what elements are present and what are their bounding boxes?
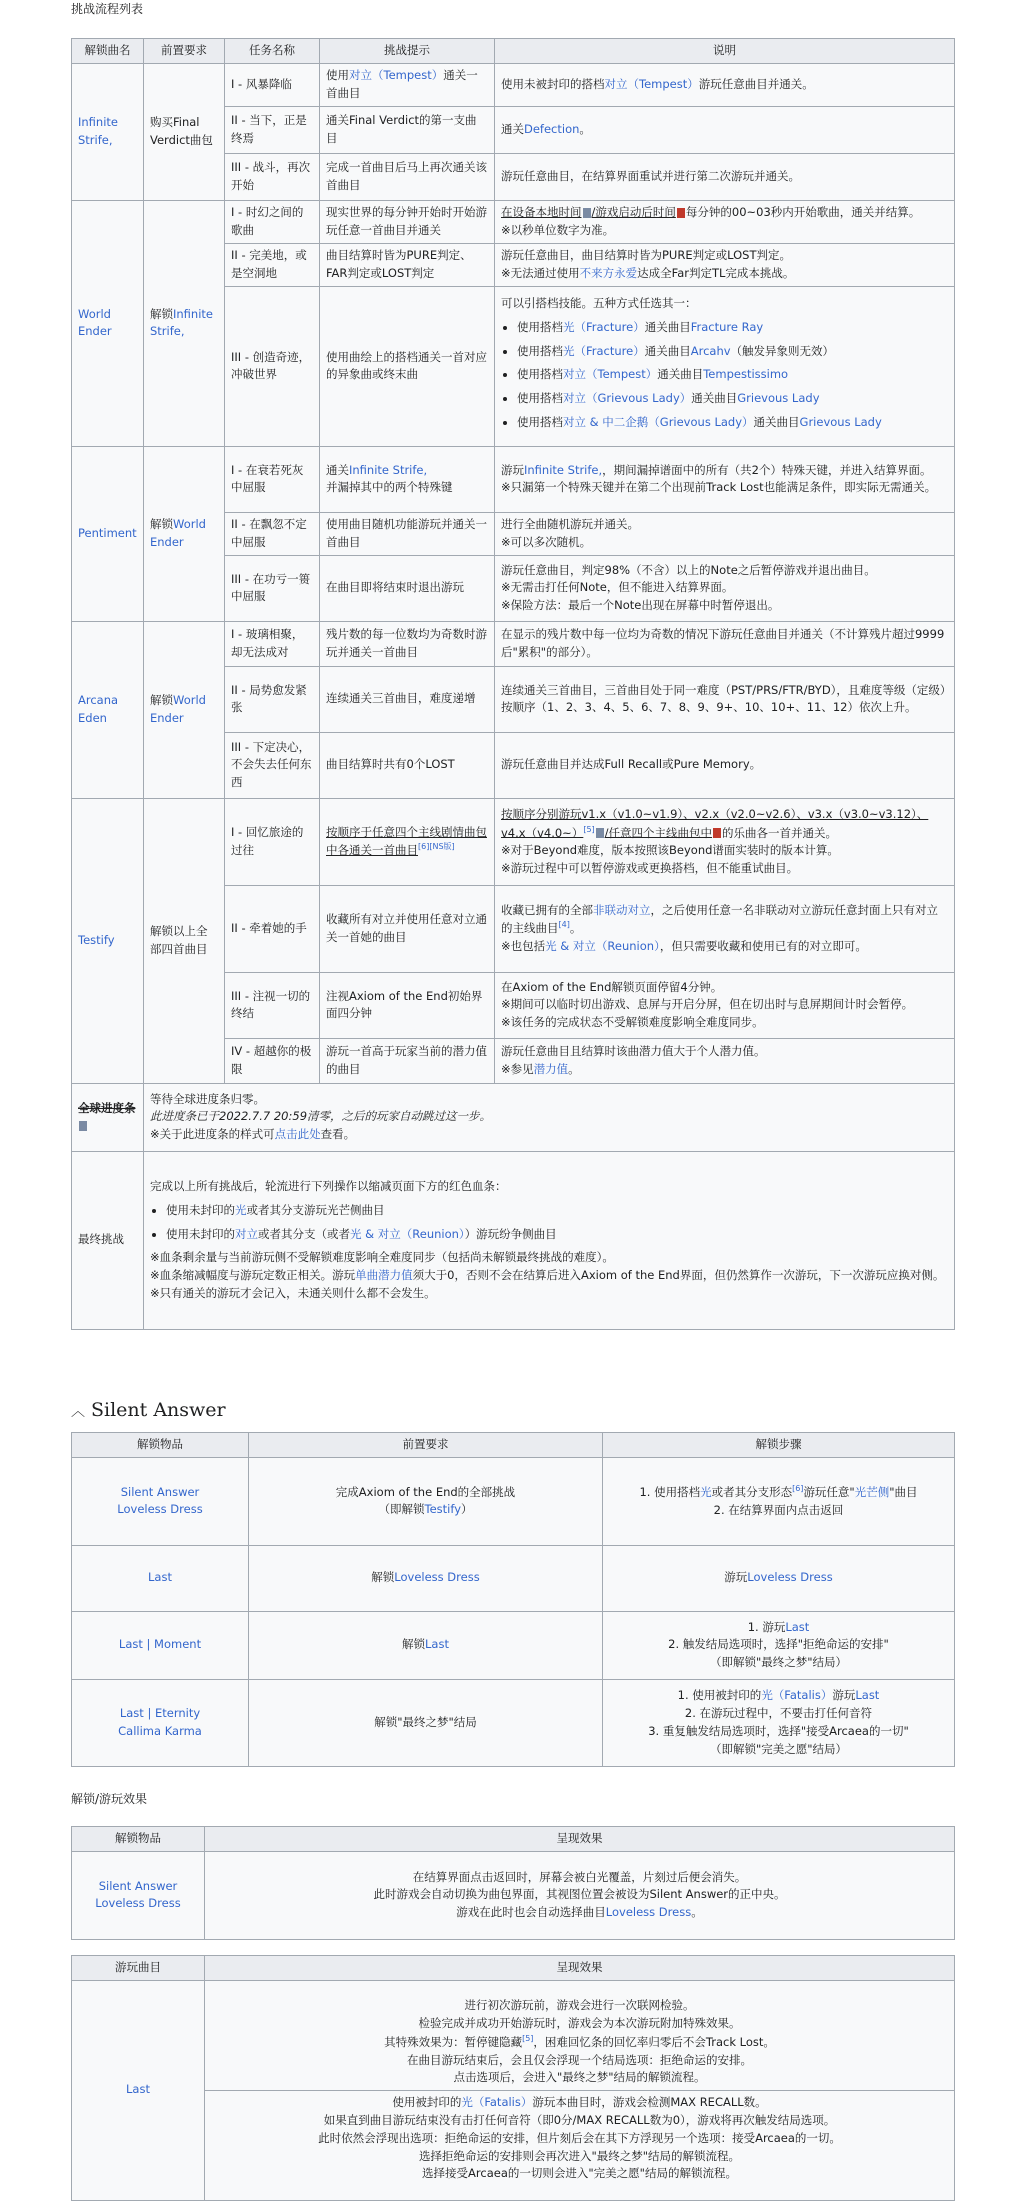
effect-block-first-play: 进行初次游玩前，游戏会进行一次联网检验。 检验完成并成功开始游玩时，游戏会为本次游玩附加特殊效果。 其特殊效果为：暂停键隐藏[5]，困难回忆条的回忆率归零后不会Track Lost。 在曲目游玩结束后，会且仅会浮现一个结局选项：拒绝命运的安排。 点击选项后，会进入"最终之梦"结局的解锁流程。 [205, 1994, 954, 2091]
unlock-item [72, 1545, 249, 1611]
unlock-item [72, 1611, 249, 1679]
effect-desc: 在结算界面点击返回时，屏幕会被白光覆盖，片刻过后便会消失。 此时游戏会自动切换为曲包界面，其视图位置会被设为Silent Answer的正中央。 游戏在此时也会自动选择曲目Loveless Dress。 [205, 1851, 955, 1939]
effect-item [72, 1851, 205, 1939]
task-hint: 残片数的每一位数均为奇数时游玩并通关一首曲目 [320, 621, 495, 666]
link-last[interactable]: Last [126, 2082, 150, 2097]
link-hikari[interactable]: 光 [700, 1484, 712, 1499]
col-header-item: 解锁物品 [72, 1433, 249, 1458]
link-song[interactable]: Fracture Ray [690, 319, 764, 334]
task-hint: 曲目结算时皆为PURE判定、FAR判定或LOST判定 [320, 243, 495, 286]
link-kozukata[interactable]: 不来方永爱 [579, 265, 638, 280]
global-progress-desc: 等待全球进度条归零。 此进度条已于2022.7.7 20:59清零，之后的玩家自动跳过这一步。 ※关于此进度条的样式可点击此处查看。 [144, 1083, 955, 1151]
task-hint: 使用对立（Tempest）通关一首曲目 [320, 63, 495, 106]
effect-header-row [72, 1827, 955, 1852]
song-link-pentiment[interactable]: Pentiment [72, 446, 144, 621]
task-hint: 收藏所有对立并使用任意对立通关一首她的曲目 [320, 885, 495, 972]
link-infinite-strife[interactable]: Infinite Strife, [150, 306, 213, 339]
task-hint: 通关Final Verdict的第一支曲目 [320, 106, 495, 153]
section-heading-silent-answer[interactable] [71, 1396, 226, 1425]
link-loveless-dress[interactable]: Loveless Dress [605, 1905, 692, 1920]
list-item: • 使用搭档对立 & 中二企鹅（Grievous Lady）通关曲目Grievous Lady [517, 414, 948, 432]
unlock-steps: 1. 使用搭档光或者其分支形态[6]游玩任意"光芒侧"曲目 2. 在结算界面内点击返回 [603, 1457, 955, 1545]
link-loveless-dress[interactable]: Loveless Dress [747, 1570, 833, 1585]
link-silent-answer[interactable]: Silent Answer [120, 1484, 200, 1499]
info-icon[interactable] [596, 828, 604, 838]
task-name: I - 时幻之间的歌曲 [225, 200, 320, 243]
task-name: IV - 超越你的极限 [225, 1038, 320, 1083]
challenge-caption: 挑战流程列表 [71, 2, 144, 16]
task-hint: 现实世界的每分钟开始时开始游玩任意一首曲目并通关 [320, 200, 495, 243]
table-row [72, 1151, 955, 1329]
col-header-effect: 呈现效果 [205, 1956, 955, 1981]
final-option-list [150, 1202, 948, 1244]
task-name: II - 在飘忽不定中屈服 [225, 512, 320, 555]
table-row [72, 1457, 955, 1545]
link-infinite-strife[interactable]: Infinite Strife, [349, 462, 428, 477]
task-name: III - 下定决心，不会失去任何东西 [225, 732, 320, 798]
task-desc: 游玩任意曲目并达成Full Recall或Pure Memory。 [495, 732, 955, 798]
task-name: I - 回忆旅途的过往 [225, 798, 320, 885]
col-header-desc: 说明 [495, 39, 955, 64]
effect-item [72, 1980, 205, 2200]
table-row [72, 1083, 955, 1151]
link-reunion[interactable]: 光 & 对立（Reunion） [545, 939, 660, 954]
effect-header-row [72, 1956, 955, 1981]
link-loveless-dress[interactable]: Loveless Dress [95, 1896, 181, 1911]
list-item: • 使用搭档光（Fracture）通关曲目Fracture Ray [517, 319, 948, 337]
link-last-moment[interactable]: Last | Moment [118, 1637, 202, 1652]
list-item: • 使用未封印的对立或者其分支（或者光 & 对立（Reunion））游玩纷争侧曲目 [166, 1226, 948, 1244]
link-song-potential[interactable]: 单曲潜力值 [355, 1268, 413, 1283]
req-cell: 解锁World Ender [144, 446, 225, 621]
list-item: • 使用搭档对立（Grievous Lady）通关曲目Grievous Lady [517, 390, 948, 408]
task-name: II - 完美地，或是空洞地 [225, 243, 320, 286]
effect-table-play [71, 1955, 955, 2201]
task-name: III - 创造奇迹，冲破世界 [225, 286, 320, 446]
silent-answer-table [71, 1432, 955, 1767]
link-partner[interactable]: 光（Fracture） [563, 319, 645, 334]
unlock-req: 解锁Loveless Dress [249, 1545, 603, 1611]
link-loveless-dress[interactable]: Loveless Dress [117, 1502, 203, 1517]
task-hint: 注视Axiom of the End初始界面四分钟 [320, 972, 495, 1038]
unlock-req: 解锁"最终之梦"结局 [249, 1679, 603, 1766]
col-header-req: 前置要求 [249, 1433, 603, 1458]
warning-icon[interactable] [713, 828, 721, 838]
song-link-arcana-eden[interactable]: Arcana Eden [72, 621, 144, 798]
effect-block-fatalis: 使用被封印的光（Fatalis）游玩本曲目时，游戏会检测MAX RECALL数。 如果直到曲目游玩结束没有击打任何音符（即0分/MAX RECALL数为0），游戏将再次触发结局选项。 此时依然会浮现出选项：拒绝命运的安排，但片刻后会在其下方浮现另一个选项：接受Arcaea的一切。 选择拒绝命运的安排则会再次进入"最终之梦"结局的解锁流程。 选择接受Arcaea的一切则会进入"完美之愿"结局的解锁流程。 [318, 2095, 841, 2181]
task-desc: 在设备本地时间 /游戏启动后时间 每分钟的00~03秒内开始歌曲，通关并结算。 ※以秒单位数字为准。 [495, 200, 955, 243]
link-song[interactable]: Tempestissimo [703, 367, 789, 382]
link-world-ender[interactable]: World Ender [150, 517, 206, 549]
list-item: • 使用未封印的光或者其分支游玩光芒侧曲目 [166, 1202, 948, 1220]
task-name: III - 在功亏一篑中屈服 [225, 555, 320, 621]
task-desc: 游玩Infinite Strife,，期间漏掉谱面中的所有（共2个）特殊天键，并进入结算界面。 ※只漏第一个特殊天键并在第二个出现前Track Lost也能满足条件，即实际无需通关。 [495, 446, 955, 512]
task-desc: 在Axiom of the End解锁页面停留4分钟。 ※期间可以临时切出游戏、息屏与开启分屏，但在切出时与息屏期间计时会暂停。 ※该任务的完成状态不受解锁难度影响全难度同步。 [495, 972, 955, 1038]
link-infinite-strife[interactable]: Infinite Strife, [524, 462, 603, 477]
col-header-effect: 呈现效果 [205, 1827, 955, 1852]
link-song[interactable]: Grievous Lady [737, 391, 820, 406]
list-item: • 使用搭档对立（Tempest）通关曲目Tempestissimo [517, 366, 948, 384]
req-cell: 购买Final Verdict曲包 [144, 63, 225, 200]
task-desc: 游玩任意曲目且结算时该曲潜力值大于个人潜力值。 ※参见潜力值。 [495, 1038, 955, 1083]
task-hint: 完成一首曲目后马上再次通关该首曲目 [320, 153, 495, 200]
unlock-item [72, 1679, 249, 1766]
effect-table-unlock [71, 1826, 955, 1940]
task-desc: 游玩任意曲目，曲目结算时皆为PURE判定或LOST判定。 ※无法通过使用不来方永爱达成全Far判定TL完成本挑战。 [495, 243, 955, 286]
task-desc: 在显示的残片数中每一位均为奇数的情况下游玩任意曲目并通关（不计算残片超过9999后"累积"的部分）。 [495, 621, 955, 666]
table-row [72, 1980, 955, 2200]
task-hint: 在曲目即将结束时退出游玩 [320, 555, 495, 621]
table-row [72, 621, 955, 666]
table-row [72, 1851, 955, 1939]
challenge-header-row [72, 39, 955, 64]
col-header-steps: 解锁步骤 [603, 1433, 955, 1458]
task-desc: 通关Defection。 [495, 106, 955, 153]
link-song[interactable]: Grievous Lady [799, 414, 882, 429]
option-list [501, 319, 948, 432]
link-hikari[interactable]: 光 [235, 1202, 247, 1217]
link-last[interactable]: Last [855, 1688, 880, 1703]
task-name: I - 玻璃相聚，却无法成对 [225, 621, 320, 666]
link-callima-karma[interactable]: Callima Karma [118, 1723, 202, 1738]
unlock-steps: 1. 使用被封印的光（Fatalis）游玩Last 2. 在游玩过程中，不要击打任何音符 3. 重复触发结局选项时，选择"接受Arcaea的一切" （即解锁"完美之愿"结局） [603, 1679, 955, 1766]
link-partner[interactable]: 光（Fracture） [563, 343, 645, 358]
task-name: I - 在衰若死灰中屈服 [225, 446, 320, 512]
table-row [72, 1679, 955, 1766]
link-testify[interactable]: Testify [424, 1502, 461, 1517]
link-non-collab-tairitsu[interactable]: 非联动对立 [593, 902, 651, 917]
task-desc: 进行全曲随机游玩并通关。 ※可以多次随机。 [495, 512, 955, 555]
final-challenge-desc: 完成以上所有挑战后，轮流进行下列操作以缩减页面下方的红色血条： • 使用未封印的光或者其分支游玩光芒侧曲目 • 使用未封印的对立或者其分支（或者光 & 对立（Reunion））游玩纷争侧曲目 ※血条剩余量与当前游玩侧不受解锁难度影响全难度同步（包括尚未解锁最终挑战的难度）。 ※血条缩减幅度与游玩定数正相关。游玩单曲潜力值须大于0，否则不会在结算后进入Axiom of the End界面，但仍然算作一次游玩，下一次游玩应换对侧。 ※只有通关的游玩才会记入，未通关则什么都不会发生。 [144, 1151, 955, 1329]
task-hint: 使用曲目随机功能游玩并通关一首曲目 [320, 512, 495, 555]
task-desc: 连续通关三首曲目，三首曲目处于同一难度（PST/PRS/FTR/BYD），且难度等级（定级）按顺序（1、2、3、4、5、6、7、8、9、9+、10、10+、11、12）依次上升。 [495, 666, 955, 732]
table-row [72, 446, 955, 512]
challenge-table [71, 38, 955, 1330]
link-loveless-dress[interactable]: Loveless Dress [394, 1570, 480, 1585]
task-desc: 游玩任意曲目，判定98%（不含）以上的Note之后暂停游戏并退出曲目。 ※无需击打任何Note，但不能进入结算界面。 ※保险方法：最后一个Note出现在屏幕中时暂停退出。 [495, 555, 955, 621]
link-last[interactable]: Last [148, 1570, 172, 1585]
final-challenge-label: 最终挑战 [72, 1151, 144, 1329]
task-name: II - 牵着她的手 [225, 885, 320, 972]
unlock-steps: 游玩Loveless Dress [603, 1545, 955, 1611]
link-partner[interactable]: 对立 & 中二企鹅（Grievous Lady） [563, 414, 754, 429]
song-link-world-ender[interactable]: World Ender [72, 200, 144, 446]
unlock-effect-caption: 解锁/游玩效果 [71, 1792, 148, 1806]
link-tempest[interactable]: 对立（Tempest） [604, 76, 699, 91]
link-tempest[interactable]: 对立（Tempest） [349, 68, 444, 82]
link-potential[interactable]: 潜力值 [533, 1061, 569, 1076]
song-link-testify[interactable]: Testify [72, 798, 144, 1083]
unlock-item [72, 1457, 249, 1545]
unlock-req: 完成Axiom of the End的全部挑战 （即解锁Testify） [249, 1457, 603, 1545]
task-desc: 使用未被封印的搭档对立（Tempest）游玩任意曲目并通关。 [495, 63, 955, 106]
task-hint: 游玩一首高于玩家当前的潜力值的曲目 [320, 1038, 495, 1083]
task-name: III - 注视一切的终结 [225, 972, 320, 1038]
link-reunion[interactable]: 光 & 对立（Reunion） [350, 1226, 465, 1241]
song-link-infinite-strife[interactable]: Infinite Strife, [72, 63, 144, 200]
link-click-here[interactable]: 点击此处 [274, 1127, 321, 1142]
req-cell: 解锁以上全部四首曲目 [144, 798, 225, 1083]
link-last-eternity[interactable]: Last | Eternity [119, 1706, 201, 1720]
link-partner[interactable]: 对立（Grievous Lady） [563, 391, 692, 406]
task-name: I - 风暴降临 [225, 63, 320, 106]
task-desc: 游玩任意曲目，在结算界面重试并进行第二次游玩并通关。 [495, 153, 955, 200]
chevron-up-icon[interactable]: ︿ [71, 1404, 85, 1420]
table-row [72, 1545, 955, 1611]
link-partner[interactable]: 对立（Tempest） [563, 367, 658, 382]
link-song[interactable]: Arcahv [690, 343, 731, 358]
list-item: • 使用搭档光（Fracture）通关曲目Arcahv（触发异象则无效） [517, 343, 948, 361]
link-last[interactable]: Last [425, 1637, 449, 1652]
link-light-side[interactable]: 光芒侧 [854, 1484, 890, 1499]
col-header-hint: 挑战提示 [320, 39, 495, 64]
link-defection[interactable]: Defection [524, 121, 580, 136]
col-header-req: 前置要求 [144, 39, 225, 64]
task-hint: 按顺序于任意四个主线剧情曲包中各通关一首曲目[6][NS版] [320, 798, 495, 885]
req-cell: 解锁Infinite Strife, [144, 200, 225, 446]
task-desc: 收藏已拥有的全部非联动对立，之后使用任意一名非联动对立游玩任意封面上只有对立的主线曲目[4]。 ※也包括光 & 对立（Reunion），但只需要收藏和使用已有的对立即可。 [495, 885, 955, 972]
link-fatalis[interactable]: 光（Fatalis） [761, 1688, 833, 1703]
col-header-song: 解锁曲名 [72, 39, 144, 64]
unlock-steps: 1. 游玩Last 2. 触发结局选项时，选择"拒绝命运的安排" （即解锁"最终之梦"结局） [603, 1611, 955, 1679]
task-name: II - 当下，正是终焉 [225, 106, 320, 153]
link-silent-answer[interactable]: Silent Answer [98, 1878, 178, 1893]
col-header-play-song: 游玩曲目 [72, 1956, 205, 1981]
col-header-task: 任务名称 [225, 39, 320, 64]
task-hint: 通关Infinite Strife, 并漏掉其中的两个特殊键 [320, 446, 495, 512]
table-row [72, 200, 955, 243]
task-desc: 按顺序分别游玩v1.x（v1.0~v1.9）、v2.x（v2.0~v2.6）、v3.x（v3.0~v3.12）、v4.x（v4.0~）[5] /任意四个主线曲包中 的乐曲各一首并通关。 ※对于Beyond难度，版本按照该Beyond谱面实装时的版本计算。 ※游玩过程中可以暂停游戏或更换搭档，但不能重试曲目。 [495, 798, 955, 885]
info-icon[interactable] [583, 208, 591, 218]
task-name: III - 战斗，再次开始 [225, 153, 320, 200]
info-icon[interactable] [79, 1121, 87, 1131]
effect-desc [205, 1980, 955, 2200]
link-fatalis[interactable]: 光（Fatalis） [461, 2095, 533, 2110]
warning-icon[interactable] [677, 208, 685, 218]
task-hint: 曲目结算时共有0个LOST [320, 732, 495, 798]
req-cell: 解锁World Ender [144, 621, 225, 798]
task-hint: 使用曲绘上的搭档通关一首对应的异象曲或终末曲 [320, 286, 495, 446]
task-name: II - 局势愈发紧张 [225, 666, 320, 732]
table-row [72, 63, 955, 106]
table-row [72, 1611, 955, 1679]
link-last[interactable]: Last [785, 1619, 810, 1634]
task-hint: 连续通关三首曲目，难度递增 [320, 666, 495, 732]
silent-header-row [72, 1433, 955, 1458]
global-progress-label: 全球进度条 [72, 1083, 144, 1151]
link-tairitsu[interactable]: 对立 [235, 1226, 258, 1241]
unlock-req: 解锁Last [249, 1611, 603, 1679]
section-title: Silent Answer [91, 1399, 226, 1421]
table-row [72, 798, 955, 885]
task-desc: 可以引搭档技能。五种方式任选其一： • 使用搭档光（Fracture）通关曲目Fracture Ray • 使用搭档光（Fracture）通关曲目Arcahv（触发异象则无效） • 使用搭档对立（Tempest）通关曲目Tempestissimo • 使用搭档对立（Grievous Lady）通关曲目Grievous Lady • 使用搭档对立 & 中二企鹅（Grievous Lady）通关曲目Grievous Lady [495, 286, 955, 446]
col-header-item: 解锁物品 [72, 1827, 205, 1852]
link-world-ender[interactable]: World Ender [150, 693, 206, 725]
